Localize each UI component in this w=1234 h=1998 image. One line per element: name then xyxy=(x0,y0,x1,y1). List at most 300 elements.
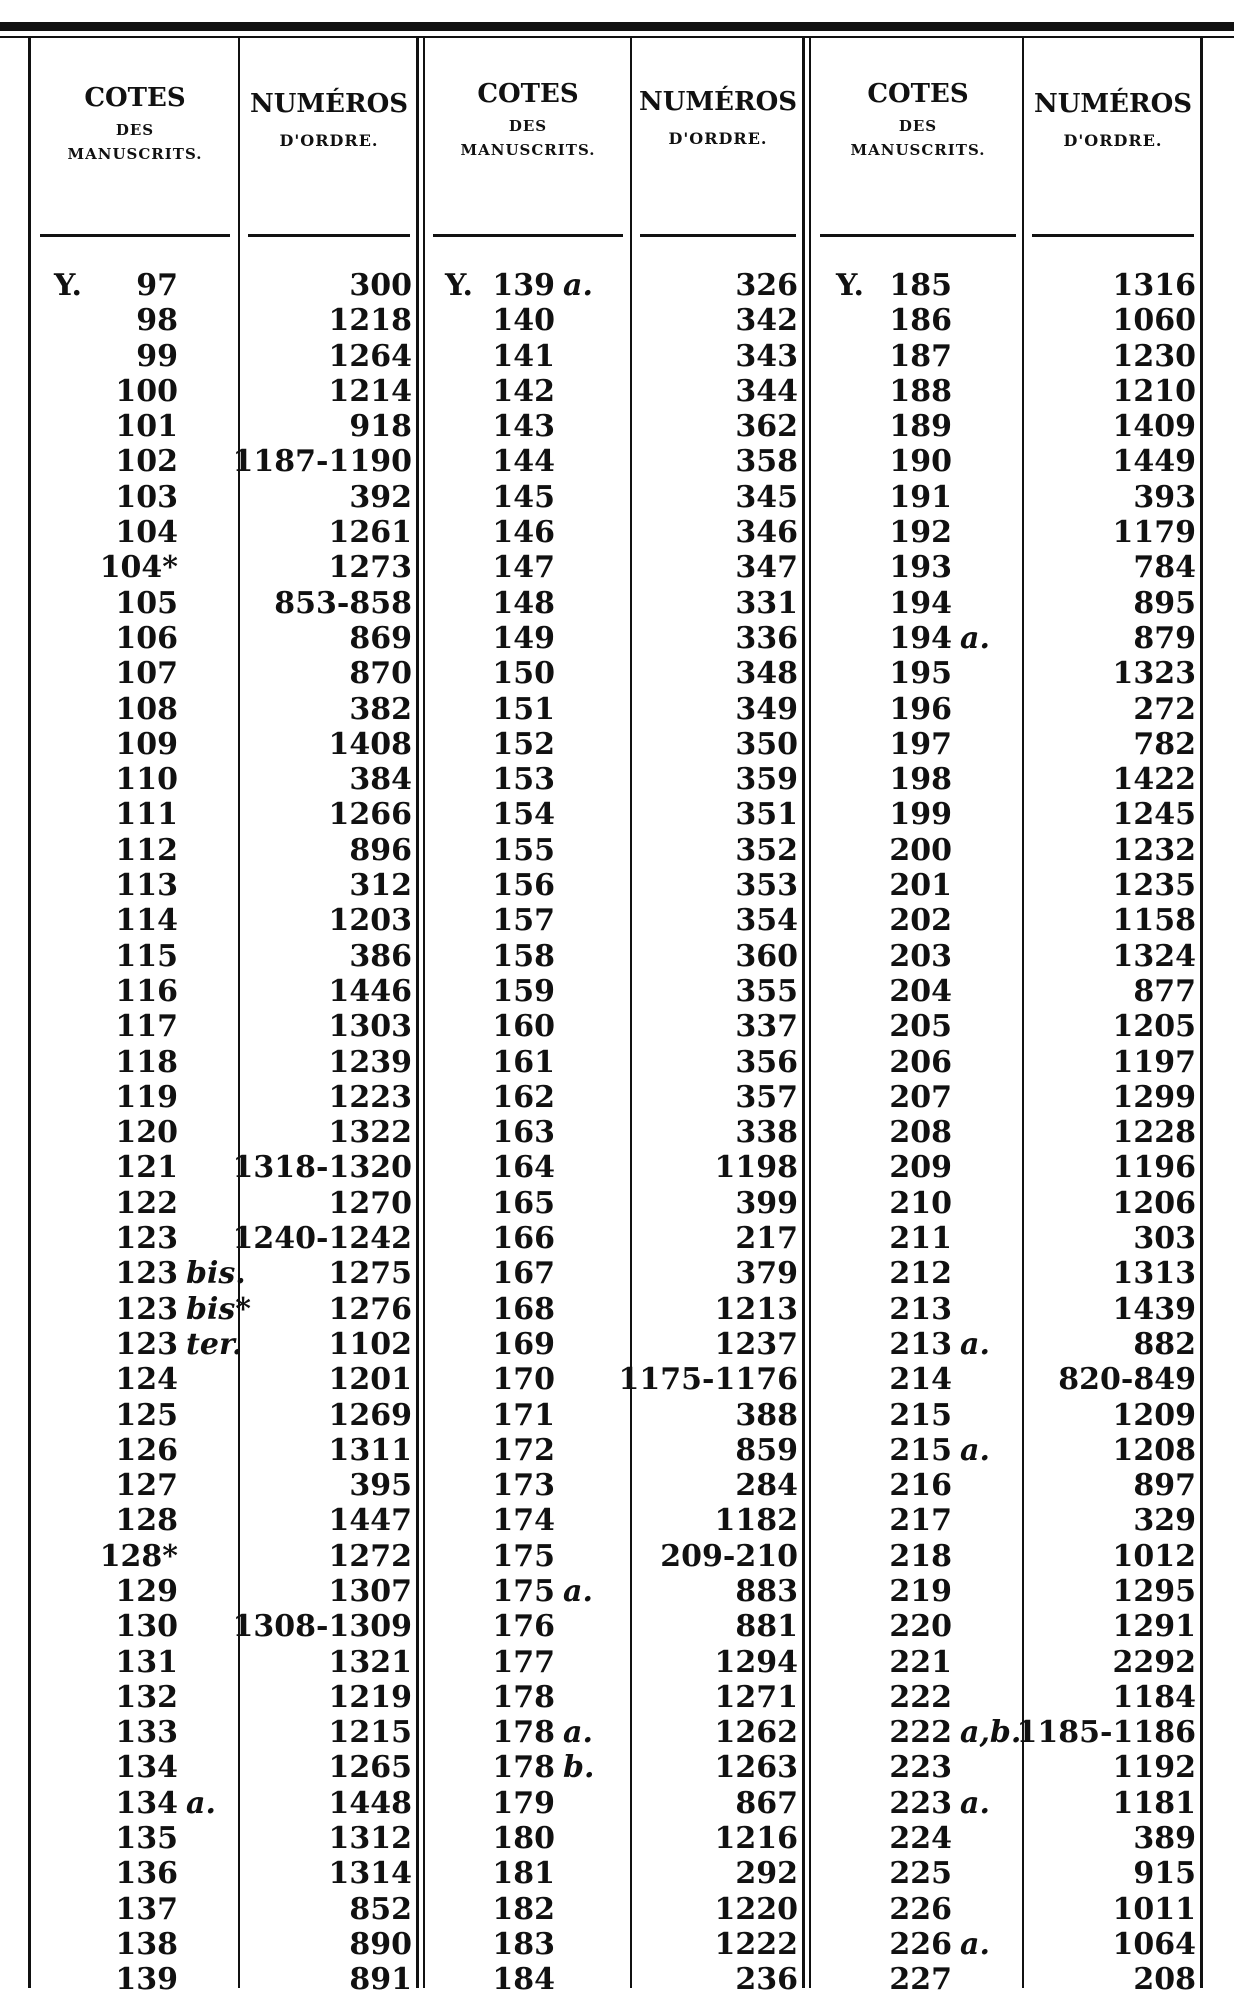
ordre-number: 881 xyxy=(735,1609,798,1645)
cote-number: 189 xyxy=(889,409,952,445)
cote-number: 123 xyxy=(115,1326,178,1362)
cote-number: 223 xyxy=(889,1785,952,1821)
ordre-number: 284 xyxy=(735,1468,798,1504)
cote-number: 130 xyxy=(115,1609,178,1645)
ordre-number: 918 xyxy=(349,409,412,445)
ordre-number: 1261 xyxy=(328,515,412,551)
cote-number: 111 xyxy=(115,797,178,833)
cote-number: 224 xyxy=(889,1821,952,1857)
cote-number: 136 xyxy=(115,1856,178,1892)
cote-number: 139 xyxy=(492,268,555,303)
ordre-number: 897 xyxy=(1133,1468,1196,1504)
cote-number: 174 xyxy=(492,1503,555,1539)
cote-number: 194 xyxy=(889,620,952,656)
ordre-number: 292 xyxy=(735,1856,798,1892)
ordre-number: 379 xyxy=(735,1256,798,1292)
cote-suffix: a. xyxy=(563,1573,593,1609)
ordre-number: 915 xyxy=(1133,1856,1196,1892)
ordre-number: 1307 xyxy=(328,1573,412,1609)
cote-number: 101 xyxy=(115,409,178,445)
ordre-number: 883 xyxy=(735,1573,798,1609)
cote-number: 148 xyxy=(492,585,555,621)
ordre-number: 388 xyxy=(735,1397,798,1433)
cote-number: 195 xyxy=(889,656,952,692)
table-row xyxy=(0,1186,1200,1221)
table-row xyxy=(0,797,1200,832)
ordre-number: 358 xyxy=(735,444,798,480)
ordre-number: 360 xyxy=(735,938,798,974)
cote-number: 171 xyxy=(492,1397,555,1433)
cote-number: 140 xyxy=(492,303,555,339)
ordre-number: 338 xyxy=(735,1115,798,1151)
table-row xyxy=(0,727,1200,762)
cote-number: 196 xyxy=(889,691,952,727)
ordre-number: 1213 xyxy=(714,1291,798,1327)
ordre-number: 1266 xyxy=(328,797,412,833)
table-row xyxy=(0,1821,1200,1856)
ordre-number: 352 xyxy=(735,832,798,868)
cote-number: 109 xyxy=(115,726,178,762)
header-cotes xyxy=(820,78,1016,160)
cote-number: 207 xyxy=(889,1079,952,1115)
cote-number: 166 xyxy=(492,1221,555,1257)
ordre-number: 1275 xyxy=(328,1256,412,1292)
ordre-number: 399 xyxy=(735,1185,798,1221)
cote-number: 182 xyxy=(492,1891,555,1927)
ordre-number: 355 xyxy=(735,973,798,1009)
cote-number: 98 xyxy=(136,303,178,339)
cote-number: 200 xyxy=(889,832,952,868)
ordre-number: 354 xyxy=(735,903,798,939)
ordre-number: 343 xyxy=(735,338,798,374)
cote-number: 105 xyxy=(115,585,178,621)
header-cotes-line3: MANUSCRITS. xyxy=(67,145,203,164)
ordre-number: 272 xyxy=(1133,691,1196,727)
table-row xyxy=(0,339,1200,374)
table-row xyxy=(0,1539,1200,1574)
table-row xyxy=(0,1045,1200,1080)
top-rule-thin xyxy=(0,36,1234,38)
ordre-number: 1269 xyxy=(328,1397,412,1433)
ordre-number: 1316 xyxy=(1112,268,1196,303)
table-row xyxy=(0,692,1200,727)
ordre-number: 1197 xyxy=(1112,1044,1196,1080)
cote-number: 147 xyxy=(492,550,555,586)
ordre-number: 350 xyxy=(735,726,798,762)
cote-suffix: a. xyxy=(960,1326,990,1362)
cote-number: 135 xyxy=(115,1821,178,1857)
ordre-number: 1064 xyxy=(1112,1926,1196,1962)
ordre-number: 300 xyxy=(349,268,412,303)
cote-number: 164 xyxy=(492,1150,555,1186)
ordre-number: 1209 xyxy=(1112,1397,1196,1433)
cote-number: 227 xyxy=(889,1962,952,1998)
ordre-number: 1324 xyxy=(1112,938,1196,974)
table-row xyxy=(0,1256,1200,1291)
ordre-number: 2292 xyxy=(1112,1644,1196,1680)
cote-number: 108 xyxy=(115,691,178,727)
table-row xyxy=(0,1715,1200,1750)
cote-number: 219 xyxy=(889,1573,952,1609)
cote-number: 222 xyxy=(889,1715,952,1751)
ordre-number: 1409 xyxy=(1112,409,1196,445)
ordre-number: 867 xyxy=(735,1785,798,1821)
ordre-number: 353 xyxy=(735,868,798,904)
ordre-number: 1218 xyxy=(328,303,412,339)
cote-number: 149 xyxy=(492,620,555,656)
cote-suffix: a. xyxy=(563,1715,593,1751)
table-row xyxy=(0,409,1200,444)
cote-number: 179 xyxy=(492,1785,555,1821)
ordre-number: 389 xyxy=(1133,1821,1196,1857)
section-3-rows xyxy=(0,268,1200,1998)
ordre-number: 1223 xyxy=(328,1079,412,1115)
cote-number: 125 xyxy=(115,1397,178,1433)
cote-number: 131 xyxy=(115,1644,178,1680)
cote-number: 186 xyxy=(889,303,952,339)
ordre-number: 782 xyxy=(1133,726,1196,762)
ordre-number: 1265 xyxy=(328,1750,412,1786)
ordre-number: 1271 xyxy=(714,1679,798,1715)
cote-number: 208 xyxy=(889,1115,952,1151)
ordre-number: 1262 xyxy=(714,1715,798,1751)
table-row xyxy=(0,1009,1200,1044)
cote-number: 202 xyxy=(889,903,952,939)
ordre-number: 303 xyxy=(1133,1221,1196,1257)
ordre-number: 384 xyxy=(349,762,412,798)
cote-number: 110 xyxy=(115,762,178,798)
header-rule xyxy=(820,234,1016,237)
cote-number: 127 xyxy=(115,1468,178,1504)
cote-number: 134 xyxy=(115,1750,178,1786)
header-rule xyxy=(640,234,796,237)
ordre-number: 349 xyxy=(735,691,798,727)
ordre-number: 1308-1309 xyxy=(232,1609,412,1645)
cote-number: 150 xyxy=(492,656,555,692)
cote-number: 153 xyxy=(492,762,555,798)
table-row xyxy=(0,903,1200,938)
ordre-number: 1220 xyxy=(714,1891,798,1927)
cote-number: 142 xyxy=(492,373,555,409)
cote-number: 132 xyxy=(115,1679,178,1715)
table-row xyxy=(0,586,1200,621)
cote-number: 199 xyxy=(889,797,952,833)
cote-number: 126 xyxy=(115,1432,178,1468)
ordre-number: 1214 xyxy=(328,373,412,409)
cote-number: 146 xyxy=(492,515,555,551)
cote-number: 173 xyxy=(492,1468,555,1504)
ordre-number: 345 xyxy=(735,479,798,515)
table-row xyxy=(0,1115,1200,1150)
cote-number: 197 xyxy=(889,726,952,762)
header-rule xyxy=(40,234,230,237)
ordre-number: 1201 xyxy=(328,1362,412,1398)
cote-number: 104* xyxy=(99,550,178,586)
cote-suffix: a. xyxy=(960,620,990,656)
cote-prefix: Y. xyxy=(836,268,864,303)
ordre-number: 356 xyxy=(735,1044,798,1080)
cote-prefix: Y. xyxy=(54,268,82,303)
ordre-number: 890 xyxy=(349,1926,412,1962)
cote-number: 188 xyxy=(889,373,952,409)
cote-number: 192 xyxy=(889,515,952,551)
ordre-number: 1235 xyxy=(1112,868,1196,904)
cote-number: 175 xyxy=(492,1573,555,1609)
table-row xyxy=(0,1362,1200,1397)
ordre-number: 1276 xyxy=(328,1291,412,1327)
cote-suffix: a. xyxy=(960,1785,990,1821)
cote-number: 198 xyxy=(889,762,952,798)
cote-number: 184 xyxy=(492,1962,555,1998)
header-cotes xyxy=(40,82,230,164)
ordre-number: 1313 xyxy=(1112,1256,1196,1292)
ordre-number: 1216 xyxy=(714,1821,798,1857)
cote-number: 160 xyxy=(492,1009,555,1045)
table-row xyxy=(0,1750,1200,1785)
ordre-number: 1294 xyxy=(714,1644,798,1680)
right-border xyxy=(1200,38,1203,1988)
cote-suffix: a,b. xyxy=(960,1715,1022,1751)
ordre-number: 870 xyxy=(349,656,412,692)
table-row xyxy=(0,1433,1200,1468)
ordre-number: 208 xyxy=(1133,1962,1196,1998)
cote-number: 154 xyxy=(492,797,555,833)
cote-number: 99 xyxy=(136,338,178,374)
cote-number: 151 xyxy=(492,691,555,727)
table-row xyxy=(0,1327,1200,1362)
cote-number: 104 xyxy=(115,515,178,551)
ordre-number: 217 xyxy=(735,1221,798,1257)
ordre-number: 329 xyxy=(1133,1503,1196,1539)
ordre-number: 1311 xyxy=(328,1432,412,1468)
cote-number: 178 xyxy=(492,1679,555,1715)
ordre-number: 1449 xyxy=(1112,444,1196,480)
ordre-number: 1263 xyxy=(714,1750,798,1786)
cote-number: 178 xyxy=(492,1750,555,1786)
cote-number: 220 xyxy=(889,1609,952,1645)
cote-number: 107 xyxy=(115,656,178,692)
header-cotes xyxy=(433,78,623,160)
table-row xyxy=(0,1468,1200,1503)
cote-number: 156 xyxy=(492,868,555,904)
cote-number: 213 xyxy=(889,1326,952,1362)
table-row xyxy=(0,1080,1200,1115)
ordre-number: 382 xyxy=(349,691,412,727)
ordre-number: 1060 xyxy=(1112,303,1196,339)
cote-number: 123 xyxy=(115,1291,178,1327)
cote-number: 205 xyxy=(889,1009,952,1045)
ordre-number: 1239 xyxy=(328,1044,412,1080)
ordre-number: 392 xyxy=(349,479,412,515)
ordre-number: 1273 xyxy=(328,550,412,586)
ordre-number: 1323 xyxy=(1112,656,1196,692)
ordre-number: 1321 xyxy=(328,1644,412,1680)
cote-number: 143 xyxy=(492,409,555,445)
table-row xyxy=(0,268,1200,303)
cote-number: 210 xyxy=(889,1185,952,1221)
cote-number: 139 xyxy=(115,1962,178,1998)
table-row xyxy=(0,1150,1200,1185)
cote-number: 123 xyxy=(115,1221,178,1257)
header-numeros-line1: NUMÉROS xyxy=(638,87,798,117)
ordre-number: 344 xyxy=(735,373,798,409)
cote-prefix: Y. xyxy=(445,268,473,303)
table-row xyxy=(0,1892,1200,1927)
ordre-number: 1192 xyxy=(1112,1750,1196,1786)
cote-number: 102 xyxy=(115,444,178,480)
cote-number: 191 xyxy=(889,479,952,515)
table-row xyxy=(0,868,1200,903)
header-cotes-line2: DES xyxy=(508,116,548,135)
table-row xyxy=(0,1680,1200,1715)
cote-number: 169 xyxy=(492,1326,555,1362)
cote-number: 123 xyxy=(115,1256,178,1292)
cote-number: 128* xyxy=(99,1538,178,1574)
cote-number: 122 xyxy=(115,1185,178,1221)
top-rule xyxy=(0,22,1234,31)
cote-number: 201 xyxy=(889,868,952,904)
cote-number: 213 xyxy=(889,1291,952,1327)
cote-number: 137 xyxy=(115,1891,178,1927)
cote-suffix: bis. xyxy=(186,1256,246,1292)
cote-number: 113 xyxy=(115,868,178,904)
table-row xyxy=(0,1398,1200,1433)
cote-number: 170 xyxy=(492,1362,555,1398)
cote-number: 211 xyxy=(889,1221,952,1257)
ordre-number: 1299 xyxy=(1112,1079,1196,1115)
table-row xyxy=(0,480,1200,515)
ordre-number: 351 xyxy=(735,797,798,833)
ordre-number: 1448 xyxy=(328,1785,412,1821)
cote-number: 145 xyxy=(492,479,555,515)
ordre-number: 346 xyxy=(735,515,798,551)
cote-number: 97 xyxy=(136,268,178,303)
ordre-number: 1210 xyxy=(1112,373,1196,409)
cote-number: 204 xyxy=(889,973,952,1009)
cote-number: 157 xyxy=(492,903,555,939)
table-row xyxy=(0,1609,1200,1644)
header-numeros-line2: D'ORDRE. xyxy=(1063,130,1163,150)
header-cotes-line1: COTES xyxy=(84,83,186,113)
ordre-number: 336 xyxy=(735,620,798,656)
ordre-number: 1439 xyxy=(1112,1291,1196,1327)
ordre-number: 342 xyxy=(735,303,798,339)
ordre-number: 859 xyxy=(735,1432,798,1468)
ordre-number: 1232 xyxy=(1112,832,1196,868)
ordre-number: 1203 xyxy=(328,903,412,939)
header-rule xyxy=(248,234,410,237)
cote-suffix: bis* xyxy=(186,1291,251,1327)
cote-number: 138 xyxy=(115,1926,178,1962)
ordre-number: 853-858 xyxy=(274,585,412,621)
header-numeros-line1: NUMÉROS xyxy=(1033,89,1193,119)
cote-number: 194 xyxy=(889,585,952,621)
ordre-number: 393 xyxy=(1133,479,1196,515)
cote-number: 114 xyxy=(115,903,178,939)
cote-number: 117 xyxy=(115,1009,178,1045)
cote-number: 176 xyxy=(492,1609,555,1645)
cote-number: 144 xyxy=(492,444,555,480)
cote-number: 225 xyxy=(889,1856,952,1892)
header-cotes-line2: DES xyxy=(115,120,155,139)
ordre-number: 359 xyxy=(735,762,798,798)
ordre-number: 1208 xyxy=(1112,1432,1196,1468)
ordre-number: 1270 xyxy=(328,1185,412,1221)
ordre-number: 326 xyxy=(735,268,798,303)
cote-suffix: ter. xyxy=(186,1326,243,1362)
table-row xyxy=(0,444,1200,479)
ordre-number: 1158 xyxy=(1112,903,1196,939)
cote-number: 178 xyxy=(492,1715,555,1751)
cote-number: 155 xyxy=(492,832,555,868)
cote-number: 190 xyxy=(889,444,952,480)
table-row xyxy=(0,833,1200,868)
ordre-number: 891 xyxy=(349,1962,412,1998)
cote-number: 129 xyxy=(115,1573,178,1609)
ordre-number: 879 xyxy=(1133,620,1196,656)
cote-suffix: a. xyxy=(186,1785,216,1821)
header-numeros-line2: D'ORDRE. xyxy=(279,130,379,150)
ordre-number: 1196 xyxy=(1112,1150,1196,1186)
cote-suffix: a. xyxy=(563,268,593,303)
cote-number: 163 xyxy=(492,1115,555,1151)
ordre-number: 1205 xyxy=(1112,1009,1196,1045)
header-cotes-line3: MANUSCRITS. xyxy=(850,141,986,160)
table-row xyxy=(0,621,1200,656)
table-row xyxy=(0,939,1200,974)
ordre-number: 784 xyxy=(1133,550,1196,586)
ordre-number: 1422 xyxy=(1112,762,1196,798)
cote-number: 216 xyxy=(889,1468,952,1504)
cote-number: 165 xyxy=(492,1185,555,1221)
ordre-number: 1228 xyxy=(1112,1115,1196,1151)
ordre-number: 1102 xyxy=(328,1326,412,1362)
ordre-number: 1303 xyxy=(328,1009,412,1045)
cote-number: 223 xyxy=(889,1750,952,1786)
ordre-number: 1175-1176 xyxy=(618,1362,798,1398)
table-row xyxy=(0,374,1200,409)
ordre-number: 882 xyxy=(1133,1326,1196,1362)
cote-number: 124 xyxy=(115,1362,178,1398)
cote-number: 133 xyxy=(115,1715,178,1751)
ordre-number: 1447 xyxy=(328,1503,412,1539)
cote-number: 161 xyxy=(492,1044,555,1080)
ordre-number: 1295 xyxy=(1112,1573,1196,1609)
ordre-number: 852 xyxy=(349,1891,412,1927)
cote-number: 167 xyxy=(492,1256,555,1292)
table-row xyxy=(0,1574,1200,1609)
ordre-number: 386 xyxy=(349,938,412,974)
header-numeros-line2: D'ORDRE. xyxy=(668,128,768,148)
ordre-number: 1314 xyxy=(328,1856,412,1892)
ordre-number: 1264 xyxy=(328,338,412,374)
cote-number: 185 xyxy=(889,268,952,303)
cote-suffix: b. xyxy=(563,1750,595,1786)
cote-number: 134 xyxy=(115,1785,178,1821)
ordre-number: 869 xyxy=(349,620,412,656)
table-row xyxy=(0,550,1200,585)
header-numeros-line1: NUMÉROS xyxy=(249,89,409,119)
ordre-number: 348 xyxy=(735,656,798,692)
ordre-number: 1322 xyxy=(328,1115,412,1151)
cote-number: 121 xyxy=(115,1150,178,1186)
cote-number: 106 xyxy=(115,620,178,656)
table-row xyxy=(0,303,1200,338)
ordre-number: 1318-1320 xyxy=(232,1150,412,1186)
cote-number: 120 xyxy=(115,1115,178,1151)
cote-number: 152 xyxy=(492,726,555,762)
cote-number: 141 xyxy=(492,338,555,374)
